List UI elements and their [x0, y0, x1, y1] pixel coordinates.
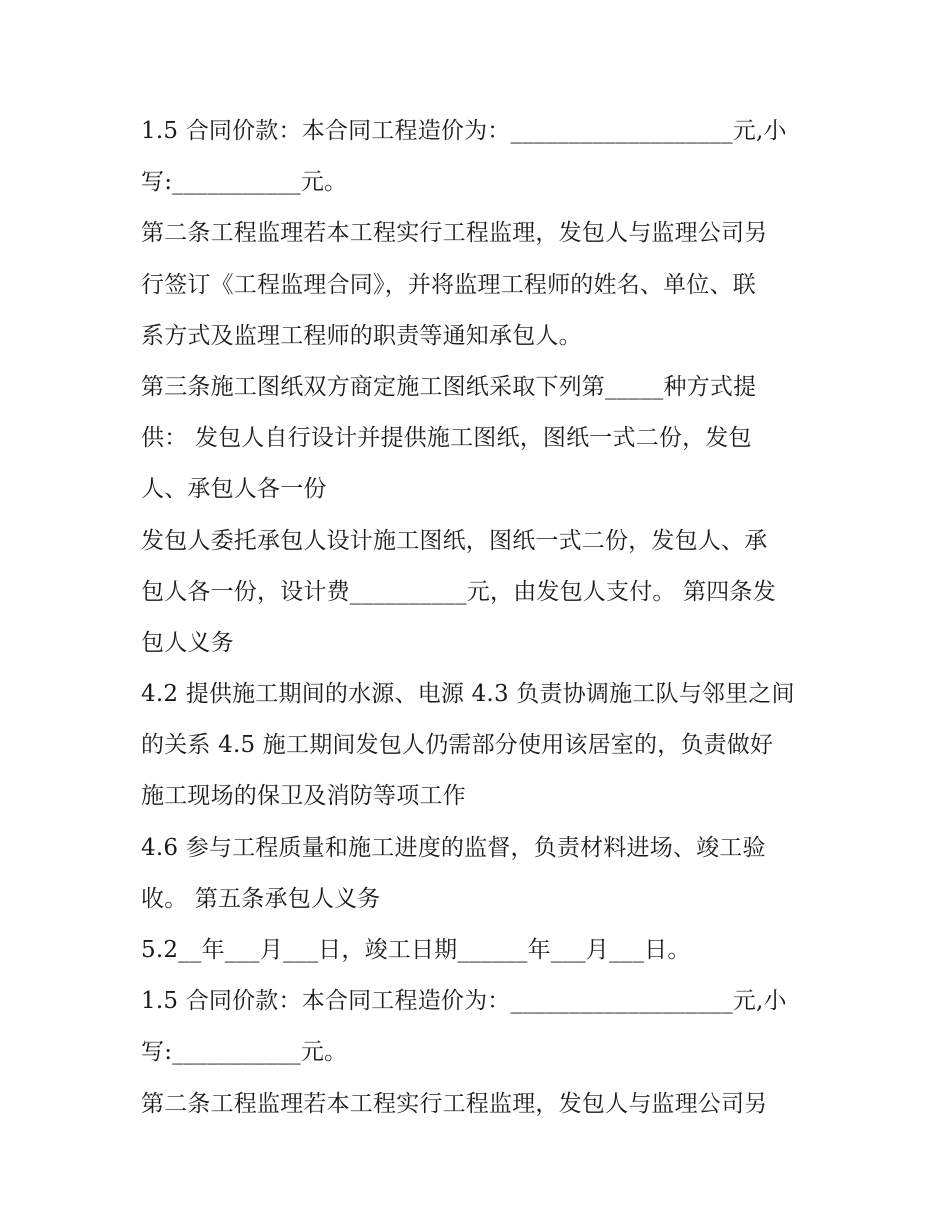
text-line: 系方式及监理工程师的职责等通知承包人。: [141, 322, 582, 349]
text-line: 包人各一份，设计费__________元，由发包人支付。 第四条发: [141, 578, 776, 605]
text-line: 第三条施工图纸双方商定施工图纸采取下列第_____种方式提: [141, 373, 757, 400]
text-line: 第二条工程监理若本工程实行工程监理，发包人与监理公司另: [141, 1090, 768, 1117]
contract-text: [141, 106, 821, 1130]
text-line: 1.5 合同价款：本合同工程造价为：___________________元,小: [141, 118, 787, 144]
text-line: 发包人委托承包人设计施工图纸，图纸一式二份，发包人、承: [141, 527, 768, 554]
text-line: 供： 发包人自行设计并提供施工图纸，图纸一式二份，发包: [141, 425, 752, 452]
text-line: 第二条工程监理若本工程实行工程监理，发包人与监理公司另: [141, 220, 768, 247]
text-line: 包人义务: [141, 629, 234, 656]
text-line: 收。 第五条承包人义务: [141, 885, 381, 912]
text-line: 行签订《工程监理合同》，并将监理工程师的姓名、单位、联: [141, 271, 756, 298]
text-line: 写:___________元。: [141, 1039, 348, 1066]
text-line: 的关系 4.5 施工期间发包人仍需部分使用该居室的，负责做好: [141, 732, 774, 759]
text-line: 4.6 参与工程质量和施工进度的监督，负责材料进场、竣工验: [141, 834, 766, 861]
text-line: 1.5 合同价款：本合同工程造价为：___________________元,小: [141, 988, 787, 1015]
text-line: 人、承包人各一份: [141, 476, 327, 503]
text-line: 写:___________元。: [141, 169, 348, 196]
text-line: 4.2 提供施工期间的水源、电源 4.3 负责协调施工队与邻里之间: [141, 681, 795, 708]
text-line: 5.2__年___月___日，竣工日期______年___月___日。: [141, 937, 691, 963]
text-line: 施工现场的保卫及消防等项工作: [141, 783, 466, 810]
